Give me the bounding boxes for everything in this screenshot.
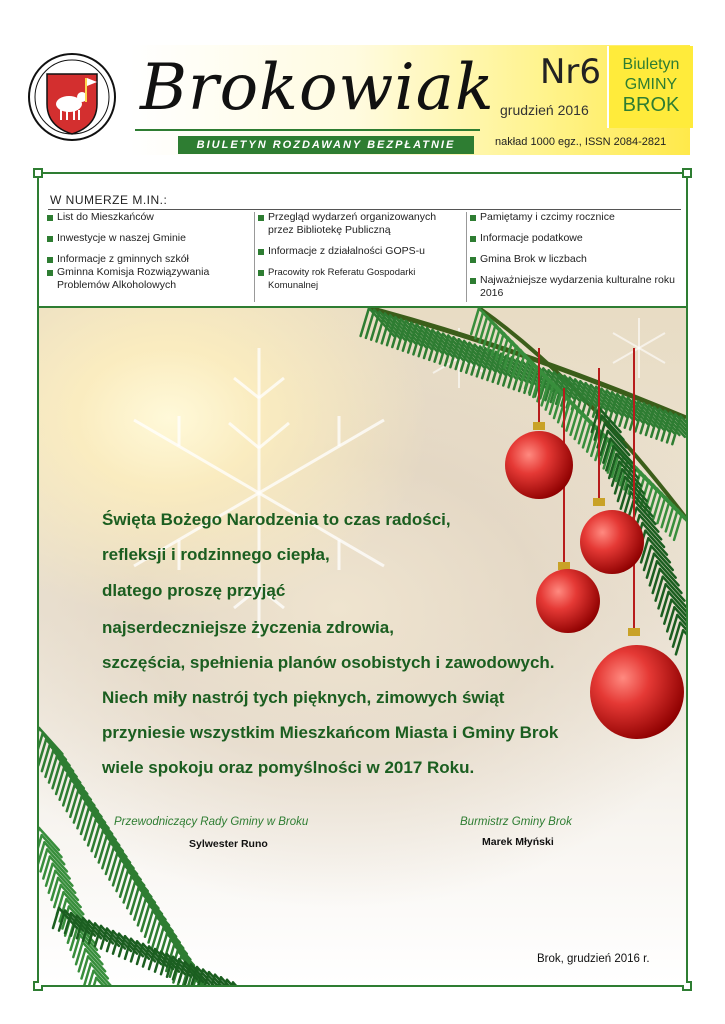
- christmas-picture: [39, 308, 686, 985]
- greeting-line: najserdeczniejsze życzenia zdrowia,: [102, 618, 394, 637]
- contents-item: Pamiętamy i czcimy rocznice: [470, 211, 680, 224]
- contents-separator: [466, 212, 467, 302]
- greeting-line: Niech miły nastrój tych pięknych, zimowych świąt: [102, 688, 505, 707]
- masthead-title: Brokowiak: [140, 51, 495, 125]
- greeting-line: wiele spokoju oraz pomyślności w 2017 Roku.: [102, 758, 475, 777]
- issue-date: grudzień 2016: [500, 102, 589, 118]
- frame-corner: [33, 168, 43, 178]
- coat-of-arms-icon: [27, 52, 117, 142]
- greeting-line: przyniesie wszystkim Mieszkańcom Miasta i Gminy Brok: [102, 723, 559, 742]
- contents-item: Gminna Komisja Rozwiązywania Problemów Alkoholowych: [47, 266, 247, 292]
- contents-item: Informacje z działalności GOPS-u: [258, 245, 463, 258]
- closing-place-date: Brok, grudzień 2016 r.: [537, 953, 650, 965]
- contents-column-2: [258, 211, 463, 300]
- masthead-subtitle: BIULETYN ROZDAWANY BEZPŁATNIE: [178, 136, 474, 154]
- contents-column-1: [47, 211, 247, 300]
- contents-item: Pracowity rok Referatu Gospodarki Komunalnej: [258, 266, 463, 292]
- signature-role-right: Burmistrz Gminy Brok: [460, 816, 572, 828]
- contents-item: Gmina Brok w liczbach: [470, 253, 680, 266]
- contents-item: List do Mieszkańców: [47, 211, 247, 224]
- bauble-icon: [536, 562, 600, 633]
- contents-column-3: [470, 211, 680, 308]
- circulation-info: nakład 1000 egz., ISSN 2084-2821: [495, 136, 667, 148]
- bauble-icon: [505, 422, 573, 499]
- contents-item: Inwestycje w naszej Gminie: [47, 232, 247, 245]
- contents-rule: [48, 209, 681, 210]
- contents-item: Informacje z gminnych szkół: [47, 253, 247, 266]
- issue-number: Nr6: [540, 52, 602, 92]
- biuletyn-box: [607, 46, 693, 128]
- contents-item: Przegląd wydarzeń organizowanych przez Bibliotekę Publiczną: [258, 211, 463, 237]
- signature-name-left: Sylwester Runo: [189, 838, 268, 850]
- box-line-2: GMINY: [624, 76, 678, 93]
- greeting-line: Święta Bożego Narodzenia to czas radości,: [102, 510, 451, 529]
- greeting-line: szczęścia, spełnienia planów osobistych i zawodowych.: [102, 653, 555, 672]
- signature-role-left: Przewodniczący Rady Gminy w Broku: [114, 816, 309, 828]
- contents-title: W NUMERZE M.IN.:: [50, 193, 168, 207]
- box-line-1: Biuletyn: [622, 56, 680, 73]
- frame-corner: [682, 168, 692, 178]
- signature-name-right: Marek Młyński: [482, 836, 554, 848]
- christmas-decoration: [39, 308, 686, 985]
- box-line-3: BROK: [622, 94, 680, 116]
- contents-item: Informacje podatkowe: [470, 232, 680, 245]
- bauble-icon: [590, 628, 684, 739]
- greeting-line: dlatego proszę przyjąć: [102, 581, 286, 600]
- greeting-line: refleksji i rodzinnego ciepła,: [102, 545, 330, 564]
- header-rule: [135, 129, 480, 131]
- contents-item: Najważniejsze wydarzenia kulturalne roku 2016: [470, 274, 680, 300]
- contents-separator: [254, 212, 255, 302]
